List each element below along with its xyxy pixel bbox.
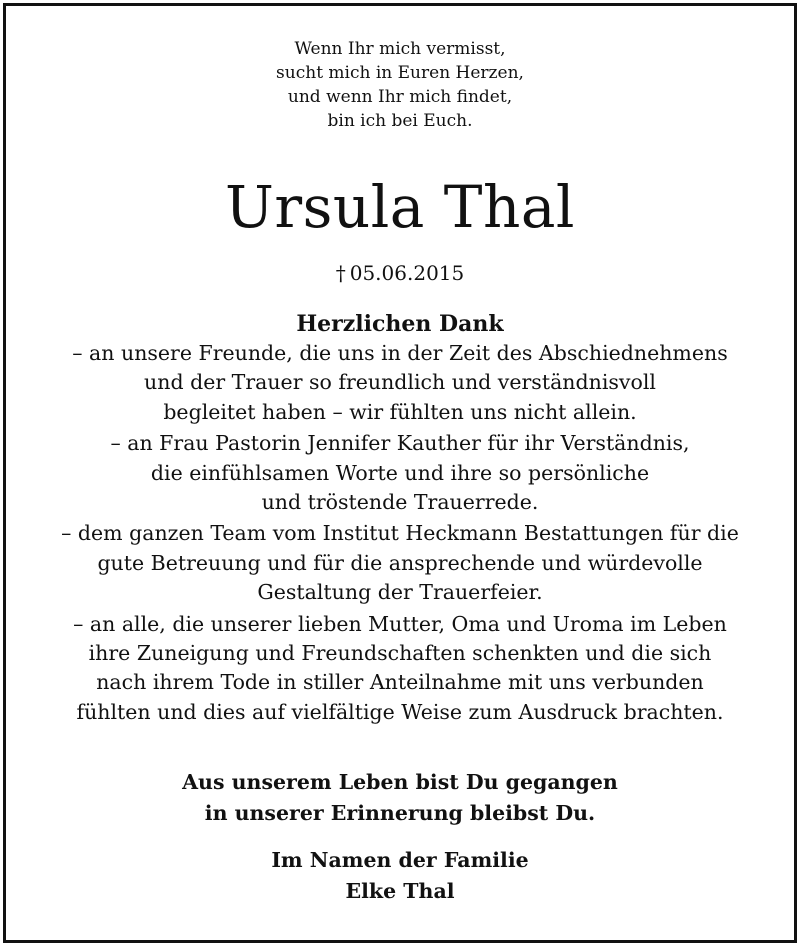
death-date: 05.06.2015 bbox=[349, 261, 465, 285]
memorial-poem bbox=[6, 37, 794, 133]
deceased-name: Ursula Thal bbox=[225, 173, 575, 241]
text-line: ihre Zuneigung und Freundschaften schenkten und die sich bbox=[88, 641, 712, 666]
thanks-paragraph-friends bbox=[6, 339, 794, 427]
text-line: begleitet haben – wir fühlten uns nicht allein. bbox=[163, 399, 637, 424]
text-line: – an unsere Freunde, die uns in der Zeit des Abschiednehmens bbox=[72, 341, 728, 365]
thanks-section bbox=[6, 339, 794, 727]
text-line: nach ihrem Tode in stiller Anteilnahme mit uns verbunden bbox=[96, 670, 704, 695]
text-line: fühlten und dies auf vielfältige Weise zum Ausdruck brachten. bbox=[76, 699, 724, 724]
cross-icon: † bbox=[335, 261, 346, 285]
poem-line: und wenn Ihr mich findet, bbox=[287, 87, 513, 107]
closing-line: Aus unserem Leben bist Du gegangen bbox=[182, 770, 618, 795]
thanks-paragraph-funeral-home bbox=[6, 519, 794, 607]
text-line: und der Trauer so freundlich und verständnisvoll bbox=[144, 370, 656, 395]
signature-name: Elke Thal bbox=[345, 879, 455, 904]
text-line: und tröstende Trauerrede. bbox=[261, 490, 539, 515]
text-line: die einfühlsamen Worte und ihre so persönliche bbox=[150, 460, 650, 485]
closing-line: in unserer Erinnerung bleibst Du. bbox=[204, 801, 596, 826]
death-date-line bbox=[6, 260, 794, 286]
thanks-paragraph-pastor bbox=[6, 429, 794, 517]
poem-line: bin ich bei Euch. bbox=[327, 111, 473, 131]
family-signature bbox=[6, 845, 794, 907]
thanks-heading: Herzlichen Dank bbox=[296, 311, 504, 337]
poem-line: Wenn Ihr mich vermisst, bbox=[294, 39, 506, 59]
thanks-paragraph-everyone bbox=[6, 610, 794, 728]
text-line: – dem ganzen Team vom Institut Heckmann Bestattungen für die bbox=[61, 521, 739, 546]
signature-intro: Im Namen der Familie bbox=[271, 848, 529, 873]
poem-line: sucht mich in Euren Herzen, bbox=[276, 63, 524, 83]
closing-verse bbox=[6, 767, 794, 829]
obituary-notice bbox=[3, 3, 797, 943]
text-line: Gestaltung der Trauerfeier. bbox=[257, 580, 543, 605]
text-line: – an Frau Pastorin Jennifer Kauther für ihr Verständnis, bbox=[110, 431, 690, 456]
text-line: – an alle, die unserer lieben Mutter, Oma und Uroma im Leben bbox=[73, 611, 727, 636]
text-line: gute Betreuung und für die ansprechende und würdevolle bbox=[97, 550, 703, 575]
